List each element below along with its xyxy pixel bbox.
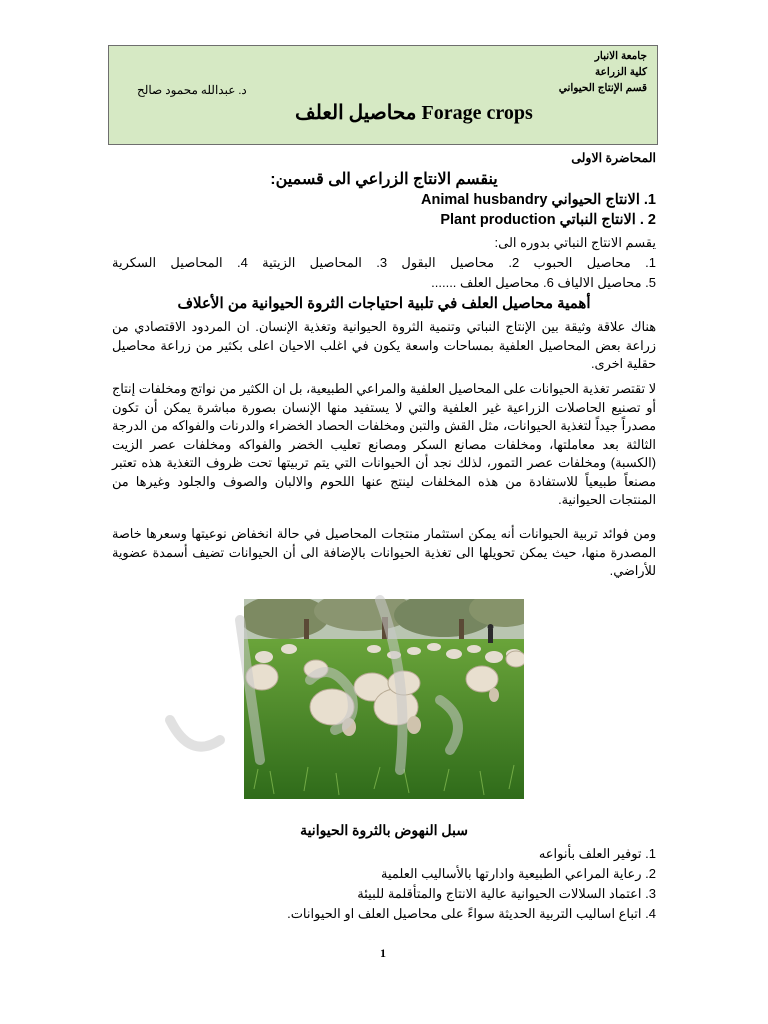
division-heading: ينقسم الانتاج الزراعي الى قسمين: (270, 171, 498, 188)
division-item-1: 1. الانتاج الحيواني Animal husbandry (420, 192, 656, 208)
ways-heading: سبل النهوض بالثروة الحيوانية (300, 822, 468, 838)
author-name: د. عبدالله محمود صالح (137, 83, 247, 97)
page-number: 1 (380, 946, 386, 960)
paragraph-1: هناك علاقة وثيقة بين الإنتاج النباتي وتنمية الثروة الحيوانية وتغذية الإنسان. ان المردود الاقتصادي من زراعة بعض المحاصيل العلفية بمساحات واسعة يكون في اغلب الاحيان اعلى بكثير من زراعة محاصيل حقلية اخرى. (112, 319, 656, 371)
plant-types-line-1: 1. محاصيل الحبوب 2. محاصيل البقول 3. المحاصيل الزيتية 4. المحاصيل السكرية (112, 255, 656, 270)
sheep-grazing-photo (244, 599, 524, 799)
department-name: قسم الإنتاج الحيواني (558, 82, 647, 94)
ways-item-1: 1. توفير العلف بأنواعه (538, 846, 656, 861)
paragraph-2: لا تقتصر تغذية الحيوانات على المحاصيل العلفية والمراعي الطبيعية، بل ان الكثير من نواتج ومخلفات إنتاج أو تصنيع الحاصلات الزراعية غير العلفية والتي لا يستفيد منها الإنسان بصورة مباشرة يمكن أن تكون مصدراً جيداً لتغذية الحيوانات، مثل القش والتبن ومخلفات الحصاد الخضراء والدرنات والفواكه من الدرجة الثالثة بعد معاملتها، ومخلفات مصانع السكر ومصانع تعليب الخضر والفواكه ومخلفات عصر الزيت (الكسبة) ومخلفات عصر التمور، لذلك نجد أن الحيوانات التي يتم تربيتها تحت ظروف التغذية هذه تعتبر مصنعاً طبيعياً للاستفادة من هذه المخلفات لينتج عنها اللحوم والالبان والصوف والجلود وغيرها من المنتجات الحيوانية. (112, 381, 656, 507)
division-item-2: 2 . الانتاج النباتي Plant production (440, 212, 656, 228)
header-box (108, 45, 658, 145)
lecture-label: المحاضرة الاولى (571, 151, 656, 165)
ways-item-2: 2. رعاية المراعي الطبيعية وادارتها بالأساليب العلمية (380, 866, 656, 881)
plant-types-line-2: 5. محاصيل الالياف 6. محاصيل العلف ....... (431, 275, 656, 290)
importance-heading: أهمية محاصيل العلف في تلبية احتياجات الثروة الحيوانية من الأعلاف (177, 295, 591, 312)
college-name: كلية الزراعة (595, 66, 647, 78)
document-title: محاصيل العلف Forage crops (295, 102, 533, 124)
ways-item-4: 4. اتباع اساليب التربية الحديثة سواءً على محاصيل العلف او الحيوانات. (287, 906, 656, 921)
paragraph-3: ومن فوائد تربية الحيوانات أنه يمكن استثمار منتجات المحاصيل في حالة انخفاض نوعيتها وسعرها خاصة المصدرة منها، حيث يمكن تحويلها الى تغذية الحيوانات بالإضافة الى أن الحيوانات تضيف أسمدة عضوية للأراضي. (112, 526, 656, 578)
university-name: جامعة الانبار (594, 50, 647, 62)
ways-item-3: 3. اعتماد السلالات الحيوانية عالية الانتاج والمتأقلمة للبيئة (357, 886, 656, 901)
plant-intro: يقسم الانتاج النباتي بدوره الى: (494, 235, 656, 250)
